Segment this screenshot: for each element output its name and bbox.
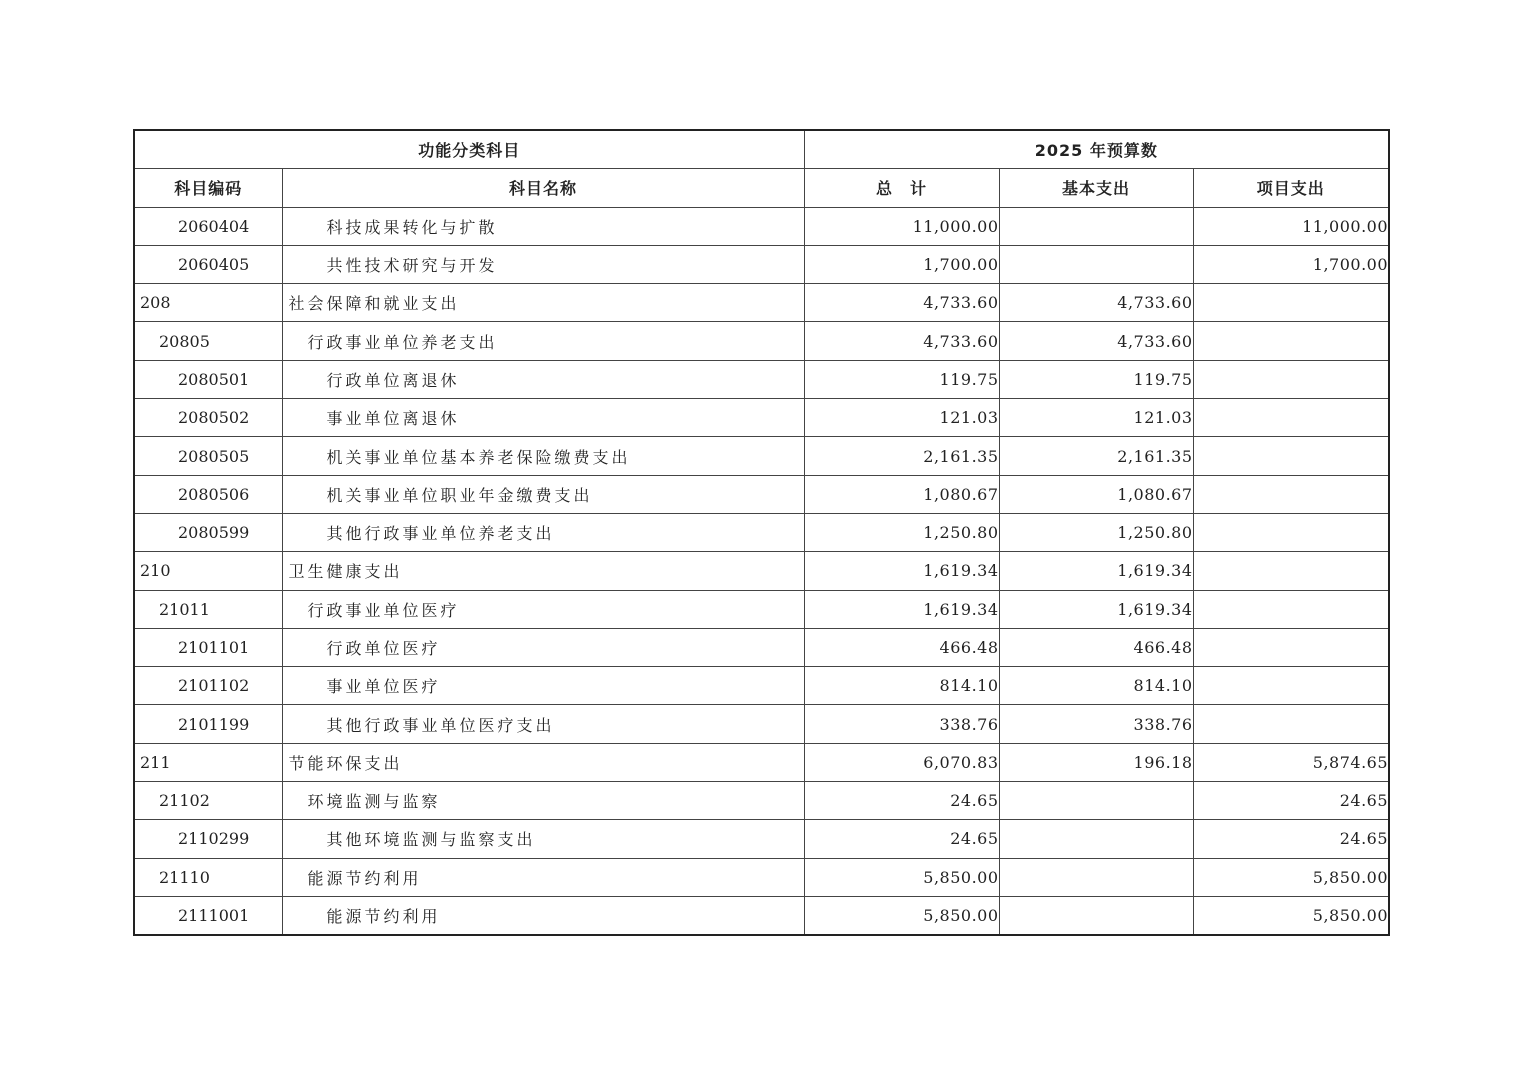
basic-expenditure-cell — [999, 820, 1193, 858]
subject-name-cell: 行政事业单位养老支出 — [282, 322, 804, 360]
table-row — [134, 628, 1389, 666]
basic-expenditure-cell: 466.48 — [999, 628, 1193, 666]
table-row — [134, 590, 1389, 628]
table-row — [134, 743, 1389, 781]
header-subject-code: 科目编码 — [134, 169, 282, 207]
project-expenditure-cell: 24.65 — [1193, 782, 1389, 820]
table-row — [134, 437, 1389, 475]
project-expenditure-cell — [1193, 552, 1389, 590]
table-row — [134, 782, 1389, 820]
basic-expenditure-cell: 1,619.34 — [999, 590, 1193, 628]
total-cell: 1,700.00 — [804, 245, 999, 283]
total-cell: 24.65 — [804, 782, 999, 820]
subject-code-cell: 2060404 — [134, 207, 282, 245]
subject-name-cell: 其他行政事业单位养老支出 — [282, 513, 804, 551]
subject-code-cell: 2080501 — [134, 360, 282, 398]
total-cell: 466.48 — [804, 628, 999, 666]
project-expenditure-cell — [1193, 360, 1389, 398]
total-cell: 5,850.00 — [804, 858, 999, 896]
project-expenditure-cell — [1193, 284, 1389, 322]
project-expenditure-cell — [1193, 399, 1389, 437]
project-expenditure-cell: 5,874.65 — [1193, 743, 1389, 781]
subject-code-cell: 2110299 — [134, 820, 282, 858]
subject-name-cell: 共性技术研究与开发 — [282, 245, 804, 283]
total-cell: 24.65 — [804, 820, 999, 858]
subject-name-cell: 事业单位医疗 — [282, 667, 804, 705]
basic-expenditure-cell: 121.03 — [999, 399, 1193, 437]
subject-code-cell: 2101199 — [134, 705, 282, 743]
basic-expenditure-cell — [999, 245, 1193, 283]
project-expenditure-cell — [1193, 667, 1389, 705]
basic-expenditure-cell: 4,733.60 — [999, 322, 1193, 360]
basic-expenditure-cell — [999, 858, 1193, 896]
subject-code-cell: 2060405 — [134, 245, 282, 283]
project-expenditure-cell — [1193, 590, 1389, 628]
basic-expenditure-cell: 1,080.67 — [999, 475, 1193, 513]
total-cell: 6,070.83 — [804, 743, 999, 781]
subject-name-cell: 机关事业单位基本养老保险缴费支出 — [282, 437, 804, 475]
subject-name-cell: 卫生健康支出 — [282, 552, 804, 590]
subject-code-cell: 20805 — [134, 322, 282, 360]
project-expenditure-cell: 5,850.00 — [1193, 896, 1389, 935]
header-basic-expenditure: 基本支出 — [999, 169, 1193, 207]
header-budget-year: 2025 年预算数 — [804, 130, 1389, 169]
table-row — [134, 667, 1389, 705]
total-cell: 2,161.35 — [804, 437, 999, 475]
subject-code-cell: 211 — [134, 743, 282, 781]
budget-table — [133, 129, 1390, 936]
subject-code-cell: 2080599 — [134, 513, 282, 551]
basic-expenditure-cell: 119.75 — [999, 360, 1193, 398]
basic-expenditure-cell: 196.18 — [999, 743, 1193, 781]
basic-expenditure-cell: 814.10 — [999, 667, 1193, 705]
project-expenditure-cell — [1193, 475, 1389, 513]
subject-name-cell: 科技成果转化与扩散 — [282, 207, 804, 245]
table-row — [134, 360, 1389, 398]
subject-name-cell: 社会保障和就业支出 — [282, 284, 804, 322]
total-cell: 121.03 — [804, 399, 999, 437]
table-row — [134, 820, 1389, 858]
header-subject-name: 科目名称 — [282, 169, 804, 207]
subject-code-cell: 21110 — [134, 858, 282, 896]
project-expenditure-cell: 1,700.00 — [1193, 245, 1389, 283]
table-row — [134, 399, 1389, 437]
table-row — [134, 245, 1389, 283]
project-expenditure-cell — [1193, 513, 1389, 551]
basic-expenditure-cell — [999, 782, 1193, 820]
subject-code-cell: 210 — [134, 552, 282, 590]
subject-code-cell: 2080506 — [134, 475, 282, 513]
project-expenditure-cell — [1193, 628, 1389, 666]
basic-expenditure-cell: 338.76 — [999, 705, 1193, 743]
subject-name-cell: 行政单位离退休 — [282, 360, 804, 398]
subject-name-cell: 节能环保支出 — [282, 743, 804, 781]
subject-code-cell: 2101101 — [134, 628, 282, 666]
subject-name-cell: 环境监测与监察 — [282, 782, 804, 820]
subject-name-cell: 其他环境监测与监察支出 — [282, 820, 804, 858]
subject-name-cell: 能源节约利用 — [282, 858, 804, 896]
basic-expenditure-cell: 1,250.80 — [999, 513, 1193, 551]
subject-name-cell: 其他行政事业单位医疗支出 — [282, 705, 804, 743]
subject-code-cell: 2080505 — [134, 437, 282, 475]
header-column-row — [134, 169, 1389, 207]
header-functional-category: 功能分类科目 — [134, 130, 804, 169]
total-cell: 5,850.00 — [804, 896, 999, 935]
subject-code-cell: 208 — [134, 284, 282, 322]
total-cell: 1,250.80 — [804, 513, 999, 551]
total-cell: 338.76 — [804, 705, 999, 743]
basic-expenditure-cell — [999, 207, 1193, 245]
header-total: 总 计 — [804, 169, 999, 207]
project-expenditure-cell: 5,850.00 — [1193, 858, 1389, 896]
header-group-row — [134, 130, 1389, 169]
basic-expenditure-cell — [999, 896, 1193, 935]
table-row — [134, 858, 1389, 896]
total-cell: 814.10 — [804, 667, 999, 705]
project-expenditure-cell — [1193, 322, 1389, 360]
subject-name-cell: 行政事业单位医疗 — [282, 590, 804, 628]
subject-code-cell: 2101102 — [134, 667, 282, 705]
table-row — [134, 552, 1389, 590]
total-cell: 1,619.34 — [804, 590, 999, 628]
table-row — [134, 896, 1389, 935]
project-expenditure-cell — [1193, 437, 1389, 475]
project-expenditure-cell: 24.65 — [1193, 820, 1389, 858]
table-row — [134, 322, 1389, 360]
total-cell: 4,733.60 — [804, 284, 999, 322]
basic-expenditure-cell: 4,733.60 — [999, 284, 1193, 322]
subject-code-cell: 2111001 — [134, 896, 282, 935]
budget-body — [134, 207, 1389, 935]
total-cell: 1,080.67 — [804, 475, 999, 513]
subject-code-cell: 21102 — [134, 782, 282, 820]
subject-code-cell: 2080502 — [134, 399, 282, 437]
table-row — [134, 705, 1389, 743]
project-expenditure-cell — [1193, 705, 1389, 743]
total-cell: 4,733.60 — [804, 322, 999, 360]
subject-name-cell: 行政单位医疗 — [282, 628, 804, 666]
project-expenditure-cell: 11,000.00 — [1193, 207, 1389, 245]
subject-name-cell: 事业单位离退休 — [282, 399, 804, 437]
table-row — [134, 284, 1389, 322]
table-row — [134, 475, 1389, 513]
basic-expenditure-cell: 2,161.35 — [999, 437, 1193, 475]
table-row — [134, 513, 1389, 551]
subject-name-cell: 机关事业单位职业年金缴费支出 — [282, 475, 804, 513]
total-cell: 1,619.34 — [804, 552, 999, 590]
basic-expenditure-cell: 1,619.34 — [999, 552, 1193, 590]
subject-code-cell: 21011 — [134, 590, 282, 628]
header-project-expenditure: 项目支出 — [1193, 169, 1389, 207]
total-cell: 119.75 — [804, 360, 999, 398]
total-cell: 11,000.00 — [804, 207, 999, 245]
subject-name-cell: 能源节约利用 — [282, 896, 804, 935]
table-row — [134, 207, 1389, 245]
